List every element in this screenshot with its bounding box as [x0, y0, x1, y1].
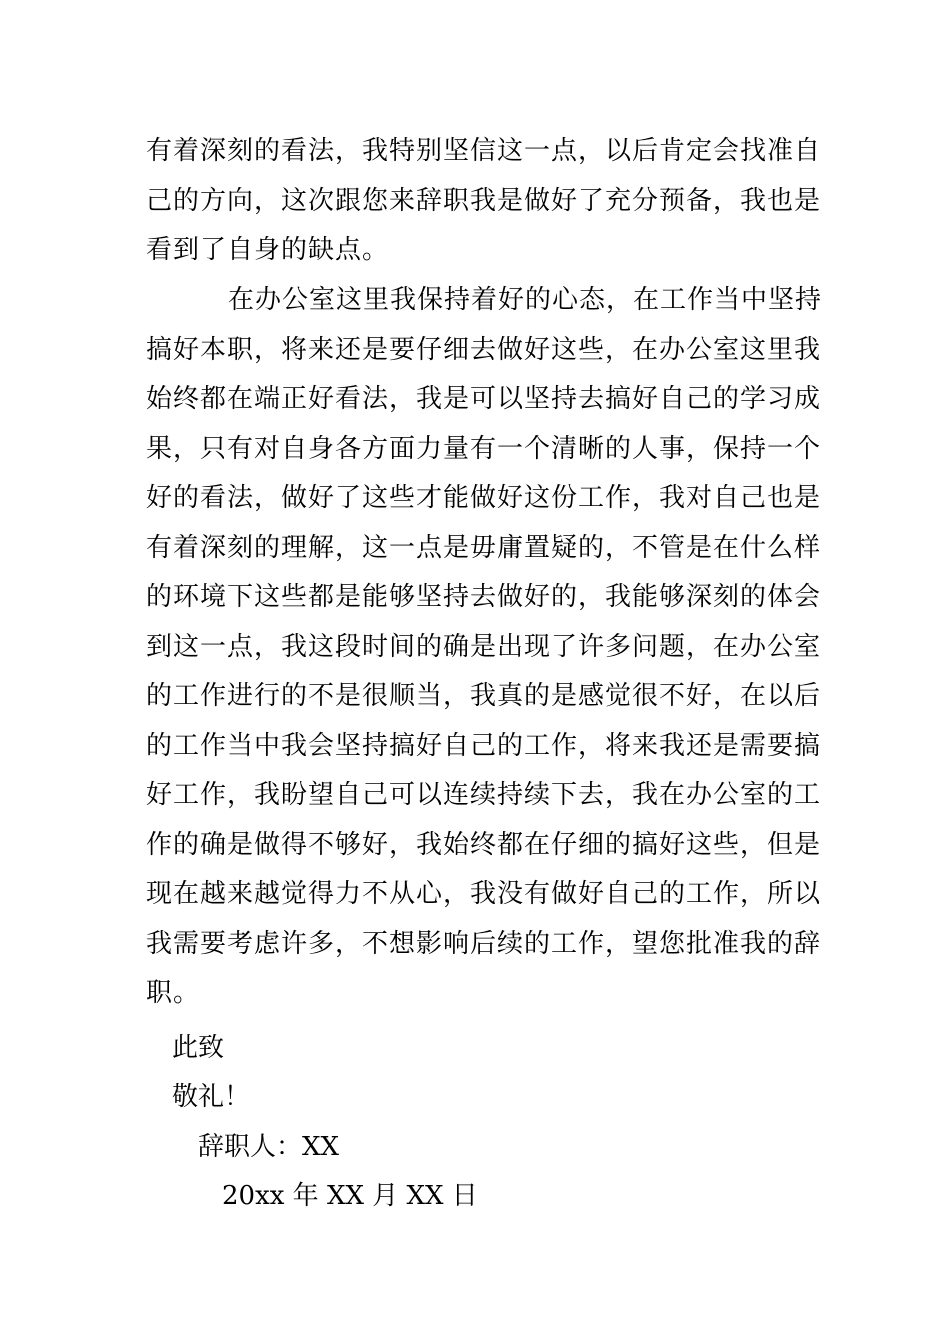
- text-line: 看到了自身的缺点。: [146, 235, 390, 265]
- text-line: 有着深刻的看法，我特别坚信这一点，以后肯定会找准自: [146, 136, 822, 166]
- closing-cizhi: 此致: [172, 1033, 225, 1063]
- date-line: 20xx 年 XX 月 XX 日: [222, 1181, 478, 1211]
- signer-line: 辞职人：XX: [198, 1132, 340, 1162]
- text-line: 的工作进行的不是很顺当，我真的是感觉很不好，在以后: [146, 681, 822, 711]
- paragraph-1: [146, 127, 822, 276]
- text-line: 好的看法，做好了这些才能做好这份工作，我对自己也是: [146, 483, 822, 513]
- text-line: 的环境下这些都是能够坚持去做好的，我能够深刻的体会: [146, 582, 822, 612]
- text-line: 己的方向，这次跟您来辞职我是做好了充分预备，我也是: [146, 185, 822, 216]
- text-line: 搞好本职，将来还是要仔细去做好这些，在办公室这里我: [146, 334, 822, 365]
- text-line: 果，只有对自身各方面力量有一个清晰的人事，保持一个: [146, 433, 822, 464]
- text-line: 职。: [146, 978, 201, 1008]
- text-line: 我需要考虑许多，不想影响后续的工作，望您批准我的辞: [146, 928, 822, 959]
- text-line: 到这一点，我这段时间的确是出现了许多问题，在办公室: [146, 631, 822, 662]
- text-line: 作的确是做得不够好，我始终都在仔细的搞好这些，但是: [146, 829, 822, 860]
- text-line: 有着深刻的理解，这一点是毋庸置疑的，不管是在什么样: [146, 532, 822, 563]
- closing-jingli: 敬礼！: [172, 1082, 251, 1112]
- text-line: 的工作当中我会坚持搞好自己的工作，将来我还是需要搞: [146, 730, 822, 761]
- paragraph-2: [146, 276, 823, 1019]
- text-line: 现在越来越觉得力不从心，我没有做好自己的工作，所以: [146, 879, 822, 909]
- text-line: 在办公室这里我保持着好的心态，在工作当中坚持: [228, 285, 823, 315]
- text-line: 始终都在端正好看法，我是可以坚持去搞好自己的学习成: [146, 384, 822, 414]
- text-line: 好工作，我盼望自己可以连续持续下去，我在办公室的工: [146, 780, 822, 810]
